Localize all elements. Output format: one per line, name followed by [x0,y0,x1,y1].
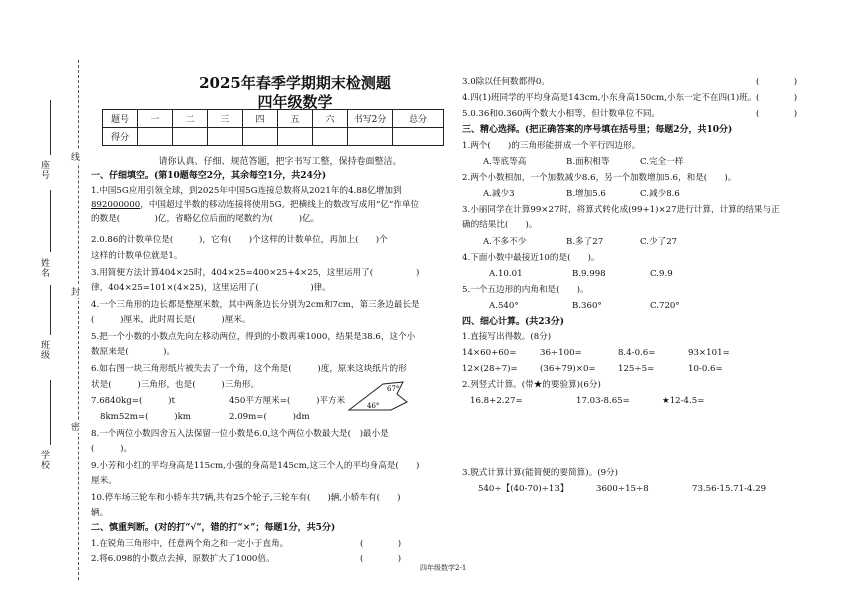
score-input-cell[interactable] [348,128,393,146]
calc-item: 17.03-8.65= [576,396,630,406]
choice-option: C.9.9 [650,269,673,279]
question-line: 8km52m=( )km [100,412,191,422]
calc-item: ★12-4.5= [662,396,705,406]
binding-class-label: 班级 [39,340,49,360]
binding-mark-line: 线 [71,150,80,163]
choice-question: 5.一个五边形的内角和是( )。 [462,285,589,295]
question-line: 1.中国5G应用引领全球，到2025年中国5G连接总数将从2021年的4.88亿增加到 [91,186,402,196]
question-line: 厘米。 [91,476,117,486]
calc-item: (36+79)×0= [540,364,596,374]
page-footer: 四年级数学2-1 [420,564,467,572]
choice-option: C.720° [650,301,680,311]
choice-question: 确的结果比( )。 [462,220,538,230]
subsection-heading: 3.脱式计算计算(能简便的要简算)。(9分) [462,468,618,478]
score-cell: 得分 [103,128,138,146]
answer-paren[interactable]: ( ) [756,77,798,87]
judge-question: 4.四(1)班同学的平均身高是143cm,小东身高150cm,小东一定不在四(1)班。 [462,93,757,103]
score-cell: 总分 [393,110,444,128]
section-1-heading: 一、仔细填空。(第10题每空2分，其余每空1分，共24分) [91,171,327,181]
score-input-cell[interactable] [313,128,348,146]
judge-question: 1.在锐角三角形中，任意两个角之和一定小于直角。 [91,539,289,549]
question-line: 6.如右图一块三角形纸片被失去了一个角，这个角是( )度，原来这块纸片的形 [91,364,407,374]
judge-question: 3.0除以任何数都得0。 [462,77,550,87]
score-input-cell[interactable] [393,128,444,146]
choice-option: A.10.01 [489,269,523,279]
binding-name-line [50,190,51,252]
binding-seat-label: 座号 [39,160,49,180]
instruction-note: 请你认真、仔细、规范答题，把字书写工整，保持卷面整洁。 [158,157,402,167]
answer-paren[interactable]: ( ) [360,554,402,564]
choice-option: C.完全一样 [640,157,684,167]
calc-item: 12×(28÷7)= [462,364,518,374]
score-input-cell[interactable] [208,128,243,146]
calc-item: 16.8+2.27= [470,396,523,406]
question-line: ( )。 [91,444,133,454]
subsection-heading: 2.列竖式计算。(带★的要验算)(6分) [462,380,601,390]
question-line: 2.09m=( )dm [229,412,310,422]
question-line: ( )厘米，此时周长是( )厘米。 [91,315,251,325]
binding-dashed-line [78,60,79,580]
angle-label-46: 46° [367,402,380,410]
answer-paren[interactable]: ( ) [756,93,798,103]
question-line: 3.用简便方法计算404×25时，404×25=400×25+4×25，这里运用了( ) [91,268,420,278]
question-line: 8.一个两位小数四舍五入法保留一位小数是6.0,这个两位小数最大是( )最小是 [91,429,389,439]
choice-option: B.面积相等 [566,157,610,167]
score-input-cell[interactable] [278,128,313,146]
question-line: 9.小芳和小红的平均身高是115cm,小强的身高是145cm,这三个人的平均身高是( ) [91,461,420,471]
choice-question: 4.下面小数中最接近10的是( )。 [462,253,600,263]
question-line: 10.停车场三轮车和小轿车共7辆,共有25个轮子,三轮车有( )辆,小轿车有( ) [91,493,401,503]
question-line: 4.一个三角形的边长都是整厘米数，其中两条边长分别为2cm和7cm，第三条边最长是 [91,300,420,310]
question-line: ，中国超过半数的移动连接将使用5G。把横线上的数改写成用“亿”作单位 [140,200,420,210]
choice-option: A.减少3 [483,189,515,199]
question-line: 2.0.86的计数单位是( )，它有( )个这样的计数单位，再加上( )个 [91,235,388,245]
question-line: 的数是( )亿，省略亿位后面的尾数约为( )亿。 [91,214,320,224]
score-input-cell[interactable] [243,128,278,146]
question-line: 7.6840kg=( )t [91,396,175,406]
binding-seat-line [50,100,51,155]
score-cell: 书写2分 [348,110,393,128]
binding-class-line [50,285,51,335]
choice-option: B.增加5.6 [566,189,606,199]
broken-triangle-figure [345,378,415,414]
choice-question: 3.小丽同学在计算99×27时，将算式转化成(99+1)×27进行计算，计算的结果与正 [462,205,780,215]
section-4-heading: 四、细心计算。(共23分) [462,317,565,327]
choice-option: B.多了27 [566,237,604,247]
question-line: 这样的计数单位就是1。 [91,251,183,261]
binding-name-label: 姓名 [39,258,49,278]
answer-paren[interactable]: ( ) [360,539,402,549]
choice-option: B.9.998 [572,269,606,279]
exam-subtitle: 四年级数学 [257,93,333,111]
question-line: 律，404×25=101×(4×25)，这里运用了( )律。 [91,283,331,293]
section-3-heading: 三、精心选择。(把正确答案的序号填在括号里；每题2分，共10分) [462,125,733,135]
score-cell: 六 [313,110,348,128]
calc-item: 73.56-15.71-4.29 [692,484,767,494]
angle-label-67: 67° [387,385,400,393]
choice-option: A.不多不少 [483,237,527,247]
binding-school-line [50,380,51,445]
choice-option: A.540° [489,301,519,311]
score-cell: 四 [243,110,278,128]
binding-mark-seal: 封 [71,285,80,298]
calc-item: 93×101= [688,348,730,358]
choice-option: B.360° [572,301,602,311]
binding-school-label: 学校 [39,450,49,470]
score-cell: 五 [278,110,313,128]
choice-option: A.等底等高 [483,157,527,167]
question-line: 辆。 [91,508,109,518]
question-line: 450平方厘米=( )平方米 [229,396,346,406]
judge-question: 5.0.36和0.360两个数大小相等，但计数单位不同。 [462,109,661,119]
subsection-heading: 1.直接写出得数。(8分) [462,332,552,342]
score-input-cell[interactable] [173,128,208,146]
question-line: 5.把一个小数的小数点先向左移动两位，得到的小数再乘1000，结果是38.6，这个小 [91,332,416,342]
binding-mark-secret: 密 [71,420,80,433]
calc-item: 36÷100= [540,348,582,358]
choice-question: 1.两个( )的三角形能拼成一个平行四边形。 [462,141,641,151]
score-input-cell[interactable] [138,128,173,146]
score-table-score-row [103,128,444,146]
section-2-heading: 二、慎重判断。(对的打“√”，错的打“×”；每题1分，共5分) [91,523,336,533]
answer-paren[interactable]: ( ) [756,109,798,119]
underlined-number: 892000000 [91,200,141,210]
choice-question: 2.两个小数相加，一个加数减少8.6，另一个加数增加5.6，和是( )。 [462,173,737,183]
score-cell: 三 [208,110,243,128]
judge-question: 2.将6.098的小数点去掉，原数扩大了1000倍。 [91,554,275,564]
score-table-header-row [103,110,444,128]
question-line: 状是( )三角形，也是( )三角形。 [91,380,260,390]
score-table [102,109,444,146]
calc-item: 10-0.6= [688,364,723,374]
calc-item: 3600÷15÷8 [596,484,649,494]
calc-item: 125÷5= [618,364,655,374]
exam-title: 2025年春季学期期末检测题 [199,74,391,92]
question-line: 数原来是( )。 [91,347,176,357]
choice-option: C.少了27 [640,237,678,247]
calc-item: 8.4-0.6= [618,348,656,358]
calc-item: 14×60+60= [462,348,517,358]
score-cell: 一 [138,110,173,128]
choice-option: C.减少8.6 [640,189,680,199]
score-cell: 题号 [103,110,138,128]
calc-item: 540÷【(40-70)÷13】 [478,484,569,494]
score-cell: 二 [173,110,208,128]
